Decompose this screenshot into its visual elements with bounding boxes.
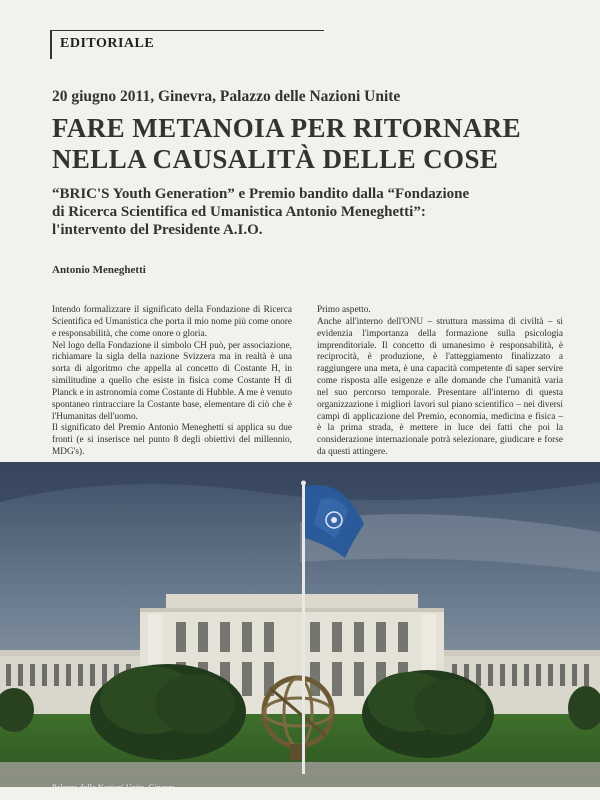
headline-line-2: NELLA CAUSALITÀ DELLE COSE	[52, 144, 499, 174]
author-byline: Antonio Meneghetti	[52, 264, 146, 276]
headline	[52, 113, 572, 175]
subheadline	[52, 185, 572, 239]
body-column-right	[317, 305, 563, 459]
paragraph: Nel logo della Fondazione il simbolo CH può, per associazione, richiamare la sigla della nazione Svizzera ma in realtà è una sorta di algoritmo che appella al concetto di Costante H, in similitudine a quello che esiste in fisica come Costante H di Planck e in astronomia come Costante di Hubble. A me è venuto spontaneo rintracciare la Costante base, elementare di ciò che è l'Humanitas dell'uomo.	[52, 340, 292, 422]
paragraph: Il significato del Premio Antonio Meneghetti si applica su due fronti (e si inserisce nel punto 8 degli obiettivi del millennio, MDG's).	[52, 423, 292, 458]
paragraph: Intendo formalizzare il significato della Fondazione di Ricerca Scientifica ed Umanistica che porta il mio nome più come onore e responsabilità, che come onore o gloria.	[52, 305, 292, 339]
dateline: 20 giugno 2011, Ginevra, Palazzo delle Nazioni Unite	[52, 88, 401, 105]
subheadline-line-3: l'intervento del Presidente A.I.O.	[52, 222, 263, 238]
photo-illustration	[0, 462, 600, 787]
subheadline-line-2: di Ricerca Scientifica ed Umanistica Antonio Meneghetti”:	[52, 204, 426, 220]
tree-left	[90, 664, 246, 760]
paragraph: Anche all'interno dell'ONU – struttura massima di civiltà – si evidenzia l'importanza della formazione sulla psicologia imprenditoriale. Il concetto di umanesimo è responsabilità, è reciprocità, è produzione, è l'atteggiamento finalizzato a raggiungere una meta, è una capacità competente di saper servire come risposta alle esigenze e alle domande che l'umanità varia nel suo percorso temporale. Presentare all'interno di questa organizzazione i migliori lavori sul piano scientifico – nei diversi campi di applicazione del Premio, economia, medicina e fisica – è la prima strada, è mettere in luce dei fatti che poi la considerazione internazionale potrà selezionare, giudicare e forse da questi attingere.	[317, 316, 563, 458]
section-label: EDITORIALE	[60, 36, 155, 51]
subheadline-line-1: “BRIC'S Youth Generation” e Premio bandito dalla “Fondazione	[52, 186, 470, 202]
photo-palace-of-nations	[0, 462, 600, 787]
tree-right	[362, 670, 494, 758]
headline-line-1: FARE METANOIA PER RITORNARE	[52, 113, 522, 143]
photo-caption: Palazzo delle Nazioni Unite, Ginevra	[52, 783, 175, 792]
body-column-left	[52, 305, 292, 459]
paragraph: Primo aspetto.	[317, 305, 371, 315]
